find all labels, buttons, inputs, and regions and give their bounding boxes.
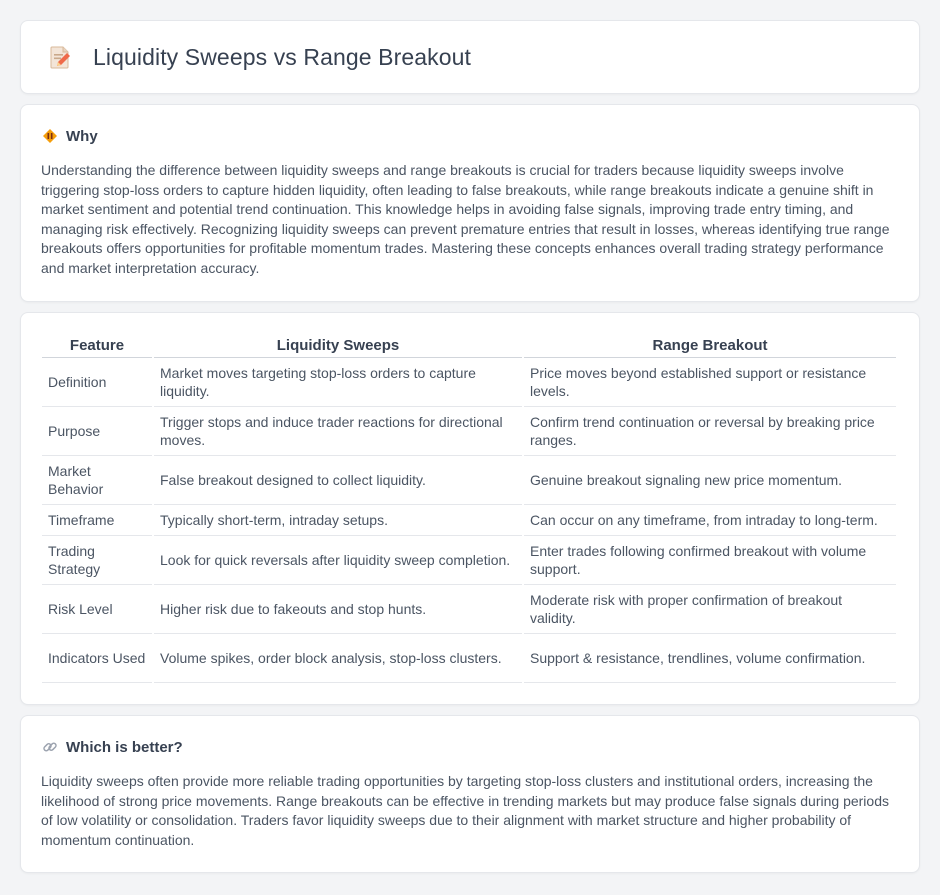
table-row [42, 358, 896, 407]
table-header-row [42, 333, 896, 358]
table-row [42, 634, 896, 683]
which-is-better-section [20, 715, 920, 873]
table-row [42, 505, 896, 536]
range-breakout-cell: Support & resistance, trendlines, volume confirmation. [524, 634, 896, 683]
page-title: Liquidity Sweeps vs Range Breakout [93, 43, 472, 70]
table-row [42, 536, 896, 585]
range-breakout-cell: Enter trades following confirmed breakout with volume support. [524, 536, 896, 585]
table-row [42, 456, 896, 505]
feature-cell: Risk Level [42, 585, 152, 634]
header-card [20, 20, 920, 94]
table-row [42, 407, 896, 456]
why-title: Why [66, 127, 98, 145]
better-text: Liquidity sweeps often provide more reliable trading opportunities by targeting stop-loss clusters and institutional orders, increasing the likelihood of strong price movements. Range breakouts can be effective in trending markets but may produce false signals during periods of low volatility or consolidation. Traders favor liquidity sweeps due to their alignment with market structure and higher probability of momentum continuation. [41, 773, 889, 848]
feature-cell: Timeframe [42, 505, 152, 536]
header-range-breakout: Range Breakout [524, 333, 896, 358]
table-row [42, 585, 896, 634]
range-breakout-cell: Confirm trend continuation or reversal by breaking price ranges. [524, 407, 896, 456]
liquidity-sweeps-cell: Higher risk due to fakeouts and stop hunts. [154, 585, 522, 634]
range-breakout-cell: Can occur on any timeframe, from intraday to long-term. [524, 505, 896, 536]
feature-cell: Definition [42, 358, 152, 407]
header-feature: Feature [42, 333, 152, 358]
range-breakout-cell: Genuine breakout signaling new price momentum. [524, 456, 896, 505]
feature-cell: Market Behavior [42, 456, 152, 505]
feature-cell: Indicators Used [42, 634, 152, 683]
why-section [20, 104, 920, 302]
liquidity-sweeps-cell: Typically short-term, intraday setups. [154, 505, 522, 536]
liquidity-sweeps-cell: Market moves targeting stop-loss orders to capture liquidity. [154, 358, 522, 407]
header-liquidity-sweeps: Liquidity Sweeps [154, 333, 522, 358]
why-heading [41, 127, 899, 145]
diamond-sign-icon [41, 127, 59, 145]
link-icon [41, 738, 59, 756]
liquidity-sweeps-cell: Volume spikes, order block analysis, stop-loss clusters. [154, 634, 522, 683]
feature-cell: Trading Strategy [42, 536, 152, 585]
liquidity-sweeps-cell: Trigger stops and induce trader reactions for directional moves. [154, 407, 522, 456]
why-text: Understanding the difference between liquidity sweeps and range breakouts is crucial for traders because liquidity sweeps involve triggering stop-loss orders to capture hidden liquidity, often leading to false breakouts, while range breakouts indicate a genuine shift in market sentiment and potential trend continuation. This knowledge helps in avoiding false signals, improving trade entry timing, and managing risk effectively. Recognizing liquidity sweeps can prevent premature entries that result in losses, whereas identifying true range breakouts offers opportunities for profitable momentum trades. Mastering these concepts enhances overall trading strategy performance and market interpretation accuracy. [41, 162, 890, 276]
better-title: Which is better? [66, 738, 183, 756]
better-heading [41, 738, 899, 756]
liquidity-sweeps-cell: Look for quick reversals after liquidity sweep completion. [154, 536, 522, 585]
document-pencil-icon [45, 42, 75, 72]
range-breakout-cell: Price moves beyond established support or resistance levels. [524, 358, 896, 407]
comparison-section [20, 312, 920, 705]
comparison-table [40, 333, 898, 683]
liquidity-sweeps-cell: False breakout designed to collect liquidity. [154, 456, 522, 505]
feature-cell: Purpose [42, 407, 152, 456]
range-breakout-cell: Moderate risk with proper confirmation of breakout validity. [524, 585, 896, 634]
